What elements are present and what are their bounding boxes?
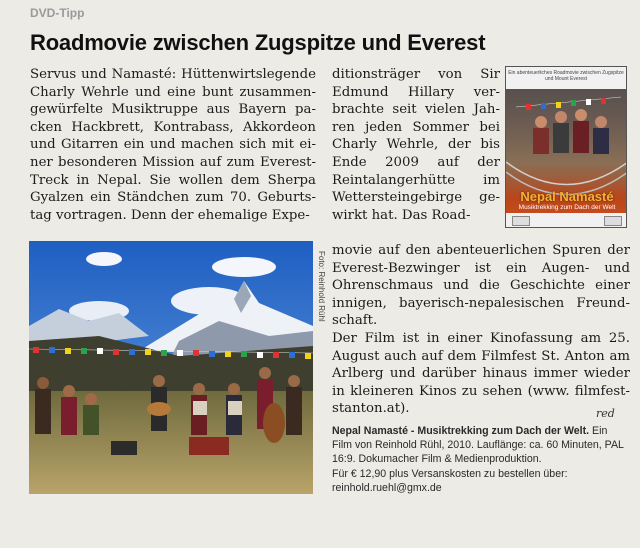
dvd-cover-image — [505, 66, 627, 228]
cover-tagline: Ein abenteuerliches Roadmovie zwischen Zugspitze und Mount Everest — [506, 67, 626, 89]
dvd-order-info: Für € 12,90 plus Versanskosten zu bestellen über: reinhold.ruehl@gmx.de — [332, 467, 568, 494]
cover-logo-right — [604, 216, 622, 226]
dvd-info-box — [332, 424, 630, 495]
article-headline: Roadmovie zwischen Zugspitze und Everest — [30, 30, 486, 55]
author-signature: red — [596, 407, 615, 420]
article-paragraph-story: movie auf den abenteuerlichen Spuren der Everest-Bezwinger ist ein Augen- und Ohrenschmaus und die Geschichte einer innigen, bayerisch-nepalesischen Freundschaft. — [332, 243, 630, 329]
article-column-1: Servus und Namasté: Hüttenwirtslegende Charly Wehrle und eine bunt zusammengewürfelte Musiktruppe aus Bayern packen Hackbrett, Kontrabass, Akkordeon und Gitarren ein und machen sich mit einer besonderen Mission auf zum Everest-Treck in Nepal. Sie wollen dem Sherpa Gyalzen ein Ständchen zum 70. Geburtstag vortragen. Denn der ehemalige Expe- — [30, 67, 316, 223]
dvd-title: Nepal Namasté - Musiktrekking zum Dach der Welt. — [332, 425, 590, 437]
dvd-details: Ein Film von Reinhold Rühl, 2010. Lauflänge: ca. 60 Minuten, PAL 16:9. Dokumacher Film & Medienproduktion. — [332, 425, 624, 466]
cover-subtitle: Musiktrekking zum Dach der Welt — [518, 204, 616, 211]
photo-credit: Foto: Reinhold Rühl — [317, 251, 326, 322]
section-kicker: DVD-Tipp — [30, 6, 85, 20]
article-column-3 — [332, 242, 630, 418]
photo-illustration — [29, 241, 313, 494]
article-paragraph-screening: Der Film ist in einer Kinofassung am 25. August auch auf dem Filmfest St. Anton am Arlberg und darüber hinaus immer wieder in kleineren Kinos zu sehen (www. filmfest-stanton.at). — [332, 330, 630, 417]
cover-bottom-bar — [506, 213, 626, 228]
article-column-2: ditionsträger von Sir Edmund Hillary verbrachte seit vielen Jahren jeden Sommer bei Charly Wehrle, der bis Ende 2009 auf der Reintalangerhütte im Wettersteingebirge gewirkt hat. Das Road- — [332, 67, 500, 223]
cover-title: Nepal Namasté — [520, 189, 614, 204]
cover-logo-left — [512, 216, 530, 226]
band-mountain-photo — [29, 241, 313, 494]
